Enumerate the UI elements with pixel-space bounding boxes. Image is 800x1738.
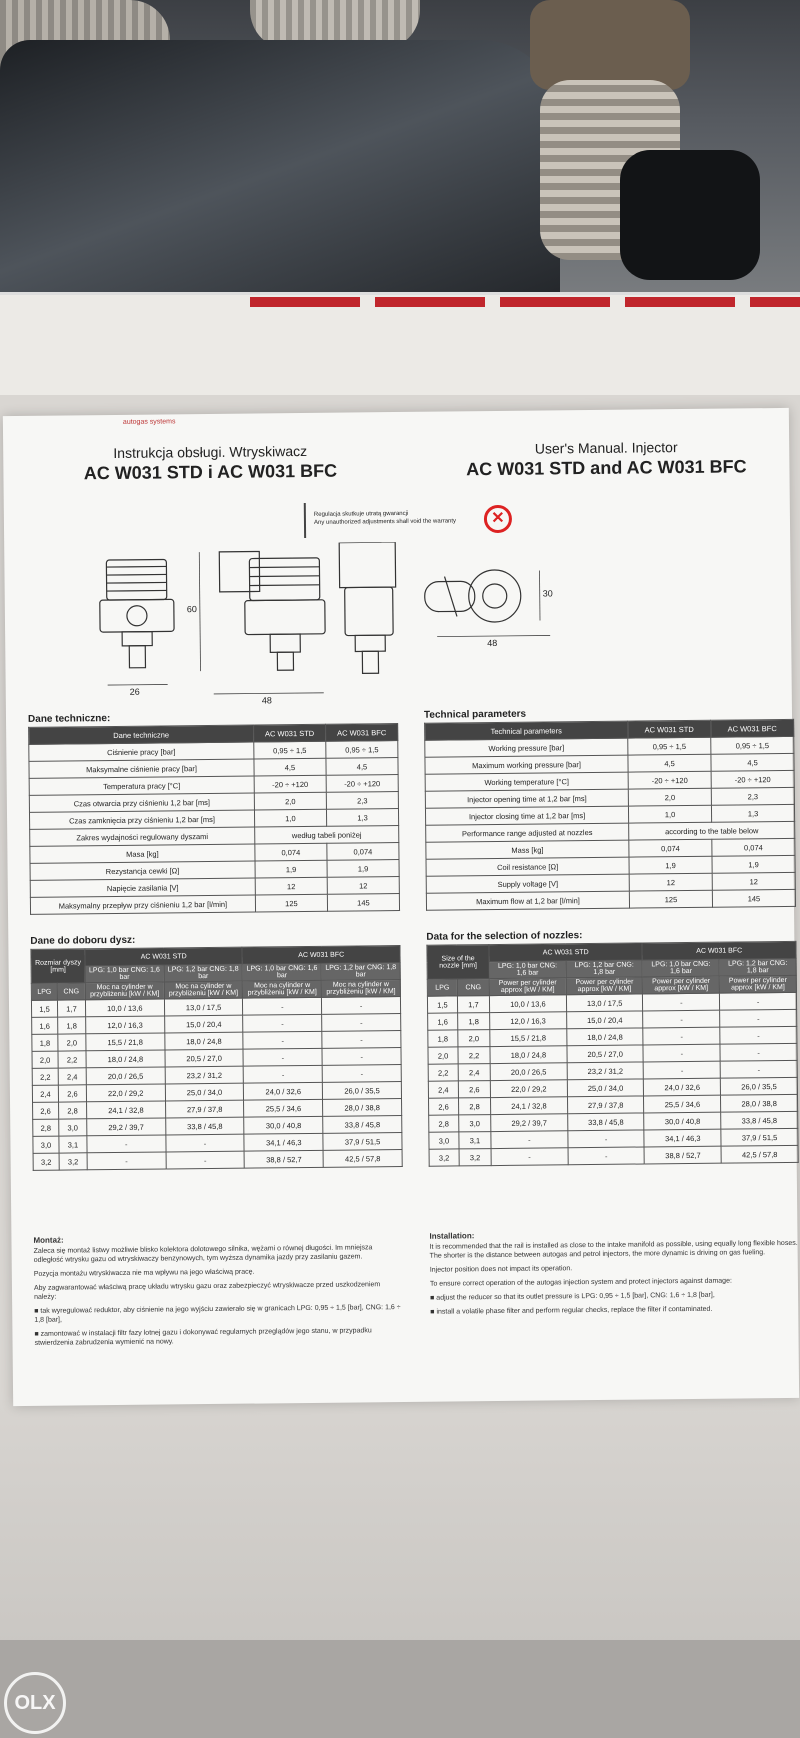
table-cell: 4,5: [326, 758, 398, 776]
table-cell: 18,0 / 24,8: [567, 1028, 644, 1046]
table-cell: 13,0 / 17,5: [164, 998, 243, 1016]
table-cell: 25,5 / 34,6: [244, 1099, 323, 1117]
table-cell: 2,4: [32, 1085, 58, 1102]
table-cell: 0,95 ÷ 1,5: [254, 741, 326, 759]
table-cell: 15,5 / 21,8: [86, 1033, 165, 1051]
table-header: Power per cylinder approx [kW / KM]: [719, 975, 796, 993]
table-cell: Working temperature [°C]: [425, 772, 628, 791]
technical-drawings: [4, 538, 792, 711]
table-cell: 1,6: [32, 1017, 58, 1034]
table-cell: 4,5: [254, 758, 326, 776]
notes-title-en: Installation:: [429, 1231, 475, 1241]
table-cell: 3,1: [459, 1132, 491, 1149]
table-cell: 3,0: [59, 1119, 87, 1136]
table-header: LPG: [31, 983, 57, 1000]
table-cell: -: [322, 1065, 401, 1083]
table-cell: Coil resistance [Ω]: [426, 857, 629, 876]
table-cell: 2,4: [428, 1081, 458, 1098]
table-cell: 0,95 ÷ 1,5: [628, 737, 711, 755]
table-cell: 33,8 / 45,8: [567, 1113, 644, 1131]
dim-width-26: 26: [129, 686, 140, 697]
nozzle-table-en-section: [426, 928, 798, 1167]
table-cell: 2,2: [32, 1068, 58, 1085]
table-cell: -: [166, 1134, 245, 1152]
injector-drawings-svg: [4, 538, 792, 711]
table-cell: 34,1 / 46,3: [244, 1133, 323, 1151]
table-cell: 18,0 / 24,8: [490, 1046, 567, 1064]
table-header: Moc na cylinder w przybliżeniu [kW / KM]: [321, 980, 400, 998]
dim-width-48: 48: [261, 695, 272, 706]
table-cell: -: [720, 1026, 797, 1044]
table-cell: 20,5 / 27,0: [567, 1045, 644, 1063]
table-cell: 1,9: [255, 860, 327, 878]
table-cell: 2,8: [458, 1098, 490, 1115]
table-header: CNG: [57, 983, 85, 1000]
table-cell: 24,1 / 32,8: [491, 1097, 568, 1115]
notes-bullet: ■ install a volatile phase filter and perform regular checks, replace the filter if contaminated.: [430, 1305, 713, 1316]
table-cell: 2,6: [33, 1102, 59, 1119]
tech-table-pl: [28, 723, 400, 915]
table-cell: 145: [712, 889, 795, 907]
table-cell: -: [322, 997, 401, 1015]
title-en: AC W031 STD and AC W031 BFC: [466, 456, 747, 480]
table-cell: -: [568, 1147, 645, 1165]
notes-bullet: ■ tak wyregulować reduktor, aby ciśnienie na jego wyjściu zawierało się w granicach LPG: 0,95 ÷ 1,5 [bar], CNG: 1,6 ÷ 1,8 [bar],: [34, 1304, 401, 1324]
table-cell: Injector closing time at 1,2 bar [ms]: [425, 806, 628, 825]
table-cell: 1,8: [428, 1030, 458, 1047]
table-cell: 42,5 / 57,8: [721, 1145, 798, 1163]
table-cell: 3,2: [429, 1149, 459, 1166]
table-cell: 1,5: [31, 1000, 57, 1017]
table-cell: Czas zamknięcia przy ciśnieniu 1,2 bar [ms]: [29, 810, 254, 829]
notes-paragraph: Zaleca się montaż listwy możliwie blisko kolektora dolotowego silnika, wężami o równej długości. Im mniejsza odległość wtrysku gazu od wtryskiwaczy benzynowych, tym wyższa dynamika jazdy przy zasilaniu gazem.: [33, 1244, 373, 1264]
table-cell: 23,2 / 31,2: [165, 1066, 244, 1084]
table-header: AC W031 STD: [253, 724, 325, 742]
table-cell: Injector opening time at 1,2 bar [ms]: [425, 789, 628, 808]
table-cell: -: [643, 993, 720, 1011]
table-cell: 2,3: [326, 792, 398, 810]
table-cell: 12: [255, 877, 327, 895]
table-cell: -: [568, 1130, 645, 1148]
table-cell: 1,9: [712, 855, 795, 873]
table-cell: -: [322, 1048, 401, 1066]
table-cell: 12,0 / 16,3: [86, 1016, 165, 1034]
table-cell: 12: [712, 872, 795, 890]
manual-sheet: [3, 408, 799, 1406]
notes-bullet-text: zamontować w instalacji filtr fazy lotnej gazu i dokonywać regularnych przeglądów jego stanu, w przypadku stwierdzenia zabrudzenia wymienić na nowy.: [34, 1327, 372, 1347]
nozzle-en-body: [427, 992, 798, 1166]
table-cell: 12,0 / 16,3: [490, 1012, 567, 1030]
table-cell: 25,0 / 34,0: [567, 1079, 644, 1097]
table-cell: 3,2: [459, 1149, 491, 1166]
table-header: LPG: 1,0 bar CNG: 1,6 bar: [85, 965, 164, 983]
notes-paragraph: To ensure correct operation of the autogas injection system and protect injectors against damage:: [429, 1277, 732, 1288]
table-cell: -: [243, 1031, 322, 1049]
table-header: LPG: 1,0 bar CNG: 1,6 bar: [489, 961, 566, 979]
table-cell: 1,7: [457, 996, 489, 1013]
table-cell: 3,0: [459, 1115, 491, 1132]
table-cell: 2,8: [429, 1115, 459, 1132]
table-cell: Supply voltage [V]: [426, 874, 629, 893]
table-cell: 30,0 / 40,8: [244, 1116, 323, 1134]
notes-paragraph: Injector position does not impact its operation.: [429, 1265, 573, 1274]
table-cell: 26,0 / 35,5: [323, 1082, 402, 1100]
table-cell: Maksymalny przepływ przy ciśnieniu 1,2 bar [l/min]: [30, 895, 255, 914]
nozzle-table-en: [426, 941, 798, 1167]
table-cell: -: [720, 992, 797, 1010]
nozzle-table-pl: [30, 945, 402, 1171]
tech-table-pl-section: [28, 710, 400, 915]
table-cell: 0,074: [629, 839, 712, 857]
header-pl: [25, 442, 395, 485]
table-cell: 2,0: [254, 792, 326, 810]
tech-table-en-section: [424, 706, 796, 911]
table-cell: 4,5: [628, 754, 711, 772]
table-cell: 25,5 / 34,6: [644, 1095, 721, 1113]
table-cell: -20 ÷ +120: [254, 775, 326, 793]
table-cell: 37,9 / 51,5: [721, 1128, 798, 1146]
tech-title-pl: Dane techniczne:: [27, 713, 111, 725]
table-header: AC W031 STD: [85, 947, 243, 966]
table-cell: 2,2: [458, 1047, 490, 1064]
nozzle-pl-body: [31, 997, 402, 1171]
table-cell: 3,2: [33, 1153, 59, 1170]
nozzle-table-pl-section: [30, 932, 402, 1171]
header-en: [421, 438, 791, 481]
table-cell: Napięcie zasilania [V]: [30, 878, 255, 897]
table-cell: 2,4: [58, 1068, 86, 1085]
table-row: [33, 1150, 402, 1171]
subtitle-en: User's Manual. Injector: [534, 439, 678, 457]
table-cell: Mass [kg]: [426, 840, 629, 859]
table-cell: -20 ÷ +120: [628, 771, 711, 789]
table-header: Size of the nozzle [mm]: [427, 945, 489, 980]
connector-part-photo: [530, 0, 690, 90]
table-row: [426, 889, 795, 910]
table-header: Rozmiar dyszy [mm]: [31, 949, 85, 984]
table-cell: -: [243, 1048, 322, 1066]
table-cell: 2,0: [458, 1030, 490, 1047]
table-cell: 1,8: [32, 1034, 58, 1051]
notes-en: [429, 1228, 800, 1322]
table-cell: 22,0 / 29,2: [86, 1084, 165, 1102]
table-cell: 1,8: [458, 1013, 490, 1030]
brand-text: autogas systems: [122, 418, 176, 426]
table-cell: 27,9 / 37,8: [165, 1100, 244, 1118]
tech-pl-body: [29, 741, 400, 915]
table-cell: 29,2 / 39,7: [491, 1114, 568, 1132]
notes-title-pl: Montaż:: [33, 1235, 64, 1245]
table-cell: Maksymalne ciśnienie pracy [bar]: [29, 759, 254, 778]
table-cell: 1,5: [427, 996, 457, 1013]
table-cell: 38,8 / 52,7: [645, 1146, 722, 1164]
table-header: AC W031 BFC: [642, 941, 796, 960]
table-cell: 42,5 / 57,8: [323, 1150, 402, 1168]
table-cell: 22,0 / 29,2: [490, 1080, 567, 1098]
table-cell: 1,7: [57, 1000, 85, 1017]
table-cell: -: [643, 1010, 720, 1028]
table-cell: -: [322, 1031, 401, 1049]
table-cell: 1,0: [629, 805, 712, 823]
table-header: Technical parameters: [425, 721, 628, 740]
table-cell: 1,9: [629, 856, 712, 874]
table-cell: 1,0: [254, 809, 326, 827]
table-cell: -: [643, 1044, 720, 1062]
table-cell: Zakres wydajności regulowany dyszami: [30, 827, 255, 846]
table-cell: 13,0 / 17,5: [566, 994, 643, 1012]
dim-width-48-top: 48: [487, 637, 498, 649]
table-cell: 1,3: [711, 804, 794, 822]
table-cell: 27,9 / 37,8: [567, 1096, 644, 1114]
table-header: Moc na cylinder w przybliżeniu [kW / KM]: [164, 981, 243, 999]
table-cell: 33,8 / 45,8: [323, 1116, 402, 1134]
table-cell: 33,8 / 45,8: [165, 1117, 244, 1135]
table-cell: 38,8 / 52,7: [244, 1150, 323, 1168]
photo-background-parts: [0, 0, 800, 300]
table-cell: 0,95 ÷ 1,5: [326, 741, 398, 759]
table-header: LPG: 1,2 bar CNG: 1,8 bar: [719, 958, 796, 976]
table-row: [30, 894, 399, 915]
notes-pl: [33, 1232, 404, 1353]
table-cell: 2,6: [58, 1085, 86, 1102]
table-header: LPG: [427, 979, 457, 996]
table-cell: -: [720, 1009, 797, 1027]
table-cell: 34,1 / 46,3: [644, 1129, 721, 1147]
table-header: Power per cylinder approx [kW / KM]: [566, 977, 643, 995]
table-cell: 2,2: [428, 1064, 458, 1081]
table-cell: Maximum flow at 1,2 bar [l/min]: [426, 891, 629, 910]
table-cell: 1,9: [327, 860, 399, 878]
table-cell: 20,5 / 27,0: [165, 1049, 244, 1067]
table-cell: -20 ÷ +120: [711, 770, 794, 788]
table-header: AC W031 BFC: [711, 719, 794, 737]
table-cell: -: [166, 1151, 245, 1169]
table-header: LPG: 1,0 bar CNG: 1,6 bar: [643, 959, 720, 977]
notes-bullet: ■ zamontować w instalacji filtr fazy lotnej gazu i dokonywać regularnych przeglądów jego stanu, w przypadku stwierdzenia zabrudzenia wymienić na nowy.: [34, 1327, 372, 1347]
table-cell: -: [720, 1060, 797, 1078]
table-cell: 2,3: [711, 787, 794, 805]
dim-height-30: 30: [542, 588, 553, 599]
notes-bullet-text: install a volatile phase filter and perform regular checks, replace the filter if contaminated.: [436, 1305, 713, 1316]
table-cell: 2,0: [628, 788, 711, 806]
tech-title-en: Technical parameters: [423, 708, 527, 721]
table-cell: 125: [629, 890, 712, 908]
table-row: [429, 1145, 798, 1166]
table-cell: according to the table below: [629, 821, 795, 840]
dim-height-60: 60: [186, 604, 197, 615]
table-header: AC W031 STD: [489, 943, 643, 962]
table-cell: 10,0 / 13,6: [489, 995, 566, 1013]
notes-bullet-text: adjust the reducer so that its outlet pressure is LPG: 0,95 ÷ 1,5 [bar], CNG: 1,6 ÷ 1,8 [bar],: [436, 1291, 715, 1302]
table-header: Power per cylinder approx [kW / KM]: [643, 976, 720, 994]
table-cell: 2,0: [428, 1047, 458, 1064]
subtitle-pl: Instrukcja obsługi. Wtryskiwacz: [113, 442, 308, 461]
table-cell: 2,0: [58, 1034, 86, 1051]
table-cell: 25,0 / 34,0: [165, 1083, 244, 1101]
table-header: Moc na cylinder w przybliżeniu [kW / KM]: [243, 980, 322, 998]
table-cell: Performance range adjusted at nozzles: [426, 823, 629, 842]
cardboard-box: [0, 292, 800, 395]
table-header: Dane techniczne: [29, 725, 254, 744]
table-cell: Masa [kg]: [30, 844, 255, 863]
table-cell: 18,0 / 24,8: [164, 1032, 243, 1050]
table-cell: 1,6: [428, 1013, 458, 1030]
table-cell: 0,074: [327, 843, 399, 861]
notes-paragraph: It is recommended that the rail is installed as close to the intake manifold as possible, using equally long flexible hoses. The shorter is the distance between autogas and petrol injectors, the more dynamic is driving on gas fueling.: [429, 1239, 798, 1260]
table-cell: 24,1 / 32,8: [86, 1101, 165, 1119]
table-cell: 10,0 / 13,6: [85, 999, 164, 1017]
table-cell: -: [243, 997, 322, 1015]
table-cell: 1,8: [58, 1017, 86, 1034]
table-cell: -: [87, 1135, 166, 1153]
table-cell: Maximum working pressure [bar]: [425, 755, 628, 774]
table-cell: 24,0 / 32,6: [244, 1082, 323, 1100]
table-cell: 26,0 / 35,5: [721, 1077, 798, 1095]
table-cell: 0,074: [712, 838, 795, 856]
table-cell: Working pressure [bar]: [425, 738, 628, 757]
table-cell: 3,2: [59, 1153, 87, 1170]
table-cell: 0,95 ÷ 1,5: [711, 736, 794, 754]
table-cell: 18,0 / 24,8: [86, 1050, 165, 1068]
table-cell: 2,4: [458, 1064, 490, 1081]
table-cell: 2,2: [58, 1051, 86, 1068]
table-cell: -20 ÷ +120: [326, 775, 398, 793]
table-cell: 3,0: [33, 1136, 59, 1153]
table-header: AC W031 BFC: [242, 946, 400, 965]
table-cell: Ciśnienie pracy [bar]: [29, 742, 254, 761]
nozzle-title-en: Data for the selection of nozzles:: [426, 930, 583, 943]
warning-text: [314, 509, 494, 527]
table-cell: 15,0 / 20,4: [164, 1015, 243, 1033]
table-cell: 0,074: [255, 843, 327, 861]
floor: [0, 1640, 800, 1738]
table-cell: -: [720, 1043, 797, 1061]
table-cell: 12: [327, 877, 399, 895]
notes-bullet-text: tak wyregulować reduktor, aby ciśnienie na jego wyjściu zawierało się w granicach LPG: 0,95 ÷ 1,5 [bar], CNG: 1,6 ÷ 1,8 [bar],: [34, 1304, 401, 1324]
table-cell: 20,0 / 26,5: [86, 1067, 165, 1085]
nozzle-title-pl: Dane do doboru dysz:: [30, 934, 136, 947]
table-header: Moc na cylinder w przybliżeniu [kW / KM]: [85, 982, 164, 1000]
olx-watermark-logo: OLX: [4, 1672, 66, 1734]
table-cell: 23,2 / 31,2: [567, 1062, 644, 1080]
table-cell: -: [491, 1148, 568, 1166]
table-cell: -: [491, 1131, 568, 1149]
table-cell: 125: [255, 894, 327, 912]
warning-en: Any unauthorized adjustments shall void the warranty: [313, 518, 457, 526]
table-cell: 2,8: [33, 1119, 59, 1136]
table-header: LPG: 1,2 bar CNG: 1,8 bar: [321, 963, 400, 981]
warning-arrow: [304, 503, 306, 538]
table-cell: 145: [327, 894, 399, 912]
title-pl: AC W031 STD i AC W031 BFC: [83, 460, 338, 484]
notes-bullet: ■ adjust the reducer so that its outlet pressure is LPG: 0,95 ÷ 1,5 [bar], CNG: 1,6 ÷ 1,8 [bar],: [430, 1291, 715, 1302]
table-header: AC W031 BFC: [326, 724, 398, 742]
table-cell: 37,9 / 51,5: [323, 1133, 402, 1151]
table-cell: 15,0 / 20,4: [566, 1011, 643, 1029]
table-cell: 30,0 / 40,8: [644, 1112, 721, 1130]
plastic-bag-photo: [0, 40, 560, 300]
table-cell: 2,8: [59, 1102, 87, 1119]
table-cell: Temperatura pracy [°C]: [29, 776, 254, 795]
table-cell: -: [244, 1065, 323, 1083]
table-cell: 2,6: [458, 1081, 490, 1098]
table-cell: 1,3: [326, 809, 398, 827]
table-cell: według tabeli poniżej: [255, 826, 399, 845]
table-header: Power per cylinder approx [kW / KM]: [489, 978, 566, 996]
notes-paragraph: Pozycja montażu wtryskiwacza nie ma wpływu na jego właściwą pracę.: [33, 1268, 255, 1278]
table-cell: 28,0 / 38,8: [721, 1094, 798, 1112]
table-cell: 3,1: [59, 1136, 87, 1153]
tech-table-en: [424, 719, 796, 911]
table-header: LPG: 1,2 bar CNG: 1,8 bar: [566, 960, 643, 978]
warning-pl: Regulacja skutkuje utratą gwarancji: [313, 510, 409, 518]
table-cell: Czas otwarcia przy ciśnieniu 1,2 bar [ms]: [29, 793, 254, 812]
tech-en-body: [425, 736, 796, 910]
table-cell: 2,0: [32, 1051, 58, 1068]
table-cell: 33,8 / 45,8: [721, 1111, 798, 1129]
no-adjust-icon: ✕: [484, 505, 512, 533]
table-header: LPG: 1,0 bar CNG: 1,6 bar: [243, 963, 322, 981]
table-header: AC W031 STD: [628, 720, 711, 738]
table-cell: 2,6: [429, 1098, 459, 1115]
table-cell: -: [322, 1014, 401, 1032]
table-cell: 24,0 / 32,6: [644, 1078, 721, 1096]
table-cell: 15,5 / 21,8: [490, 1029, 567, 1047]
notes-paragraph: Aby zagwarantować właściwą pracę układu wtrysku gazu oraz zabezpieczyć wtryskiwacze przed uszkodzeniem należy:: [33, 1281, 381, 1301]
table-cell: 3,0: [429, 1132, 459, 1149]
table-cell: 4,5: [711, 753, 794, 771]
table-cell: 28,0 / 38,8: [323, 1099, 402, 1117]
coil-part-photo: [620, 150, 760, 280]
table-cell: 29,2 / 39,7: [87, 1118, 166, 1136]
box-stripe: [250, 297, 800, 307]
table-cell: Rezystancja cewki [Ω]: [30, 861, 255, 880]
table-cell: 12: [629, 873, 712, 891]
table-cell: -: [87, 1152, 166, 1170]
table-header: LPG: 1,2 bar CNG: 1,8 bar: [164, 964, 243, 982]
table-cell: -: [644, 1061, 721, 1079]
table-cell: -: [243, 1014, 322, 1032]
table-header: CNG: [457, 979, 489, 996]
table-cell: 20,0 / 26,5: [490, 1063, 567, 1081]
table-cell: -: [643, 1027, 720, 1045]
